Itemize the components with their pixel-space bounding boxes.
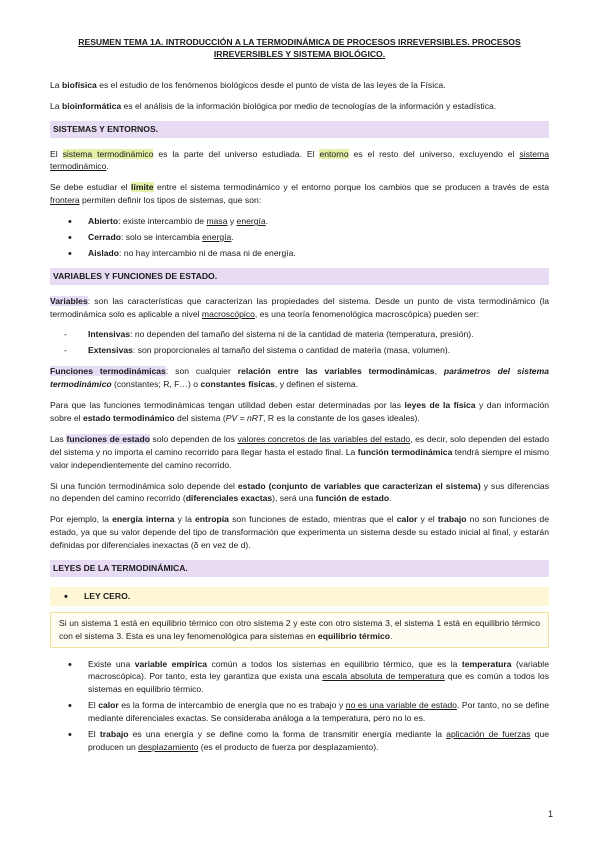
list-item-cerrado: • Cerrado: solo se intercambia energía. bbox=[68, 231, 549, 244]
list-item-abierto: • Abierto: existe intercambio de masa y energía. bbox=[68, 215, 549, 228]
paragraph-utilidad: Para que las funciones termodinámicas tengan utilidad deben estar determinadas por las leyes de la física y dan información sobre el estado termodinámico del sistema (PV = nRT, R es la constante de los gases ideales). bbox=[50, 400, 550, 423]
paragraph-variables: Variables: son las características que caracterizan las propiedades del sistema. Desde un punto de vista termodinámico (la termodinámica solo es aplicable a nivel macroscópico, es una teoría fenomenológica macroscópica) pueden ser: bbox=[50, 295, 549, 319]
list-item-extensivas: - Extensivas: son proporcionales al tamaño del sistema o cantidad de materia (masa, volumen). bbox=[64, 344, 549, 357]
section-heading-leyes: LEYES DE LA TERMODINÁMICA. bbox=[50, 560, 549, 577]
paragraph-ejemplo: Por ejemplo, la energía interna y la entropía son funciones de estado, mientras que el calor y el trabajo no son funciones de estado, ya que su valor depende del tipo de transformación que experimenta un sistema desde su estado inicial al final, y estarán definidas por diferenciales inexactas (δ en vez de d). bbox=[50, 514, 549, 551]
list-item-variable-empirica: • Existe una variable empírica común a todos los sistemas en equilibrio térmico, que es la temperatura (variable macroscópica). Por tanto, esta ley garantiza que exista una escala absoluta de temperatura que es común a todos los sistemas en equilibrio térmico. bbox=[68, 658, 549, 697]
list-item-trabajo: • El trabajo es una energía y se define como la forma de transmitir energía mediante la aplicación de fuerzas que producen un desplazamiento (es el producto de fuerza por desplazamiento). bbox=[68, 728, 549, 754]
paragraph-limite: Se debe estudiar el límite entre el sistema termodinámico y el entorno porque los cambios que se producen a través de esta frontera permiten definir los tipos de sistemas, que son: bbox=[50, 182, 549, 206]
variables-list bbox=[64, 328, 549, 357]
list-item-aislado: • Aislado: no hay intercambio ni de masa ni de energía. bbox=[68, 247, 549, 260]
paragraph-sistema: El sistema termodinámico es la parte del universo estudiada. El entorno es el resto del universo, excluyendo el sistema termodinámico. bbox=[50, 148, 549, 172]
laws-list bbox=[68, 658, 549, 754]
section-heading-variables: VARIABLES Y FUNCIONES DE ESTADO. bbox=[50, 268, 549, 285]
list-item-calor: • El calor es la forma de intercambio de energía que no es trabajo y no es una variable de estado. Por tanto, no se define mediante diferenciales exactas. Se consideraba análoga a la temperatura, pero no lo es. bbox=[68, 699, 549, 725]
paragraph-diferenciales: Si una función termodinámica solo depende del estado (conjunto de variables que caracterizan el sistema) y sus diferencias no dependen del camino recorrido (diferenciales exactas), será una función de estado. bbox=[50, 480, 549, 504]
ley-cero-box: Si un sistema 1 está en equilibrio térmico con otro sistema 2 y este con otro sistema 3, el sistema 1 está en equilibrio térmico con el sistema 3. Esta es una ley fenomenológica para sistemas en equilibrio térmico. bbox=[50, 612, 549, 648]
system-types-list bbox=[68, 215, 549, 260]
document-title: RESUMEN TEMA 1A. INTRODUCCIÓN A LA TERMODINÁMICA DE PROCESOS IRREVERSIBLES. PROCESOS IRREVERSIBLES Y SISTEMA BIOLÓGICO. bbox=[78, 37, 521, 60]
page-number: 1 bbox=[547, 809, 553, 819]
section-heading-sistemas: SISTEMAS Y ENTORNOS. bbox=[50, 121, 549, 138]
list-item-intensivas: - Intensivas: no dependen del tamaño del sistema ni de la cantidad de materia (temperatura, presión). bbox=[64, 328, 549, 341]
paragraph-biofisica: La biofísica es el estudio de los fenómenos biológicos desde el punto de vista de las leyes de la Física. bbox=[50, 79, 446, 90]
ley-cero-heading: • LEY CERO. bbox=[50, 587, 549, 606]
paragraph-funciones-estado: Las funciones de estado solo dependen de los valores concretos de las variables del estado, es decir, solo dependen del estado del sistema y no importa el camino recorrido para llegar hasta el estado final. La función termodinámica tendrá siempre el mismo valor independientemente del camino recorrido. bbox=[50, 433, 549, 470]
paragraph-bioinformatica: La bioinformática es el análisis de la información biológica por medio de tecnologías de la información y estadística. bbox=[50, 100, 497, 111]
paragraph-funciones-termodinamicas: Funciones termodinámicas: son cualquier relación entre las variables termodinámicas, parámetros del sistema termodinámico (constantes; R, F…) o constantes físicas, y definen el sistema. bbox=[50, 366, 550, 390]
